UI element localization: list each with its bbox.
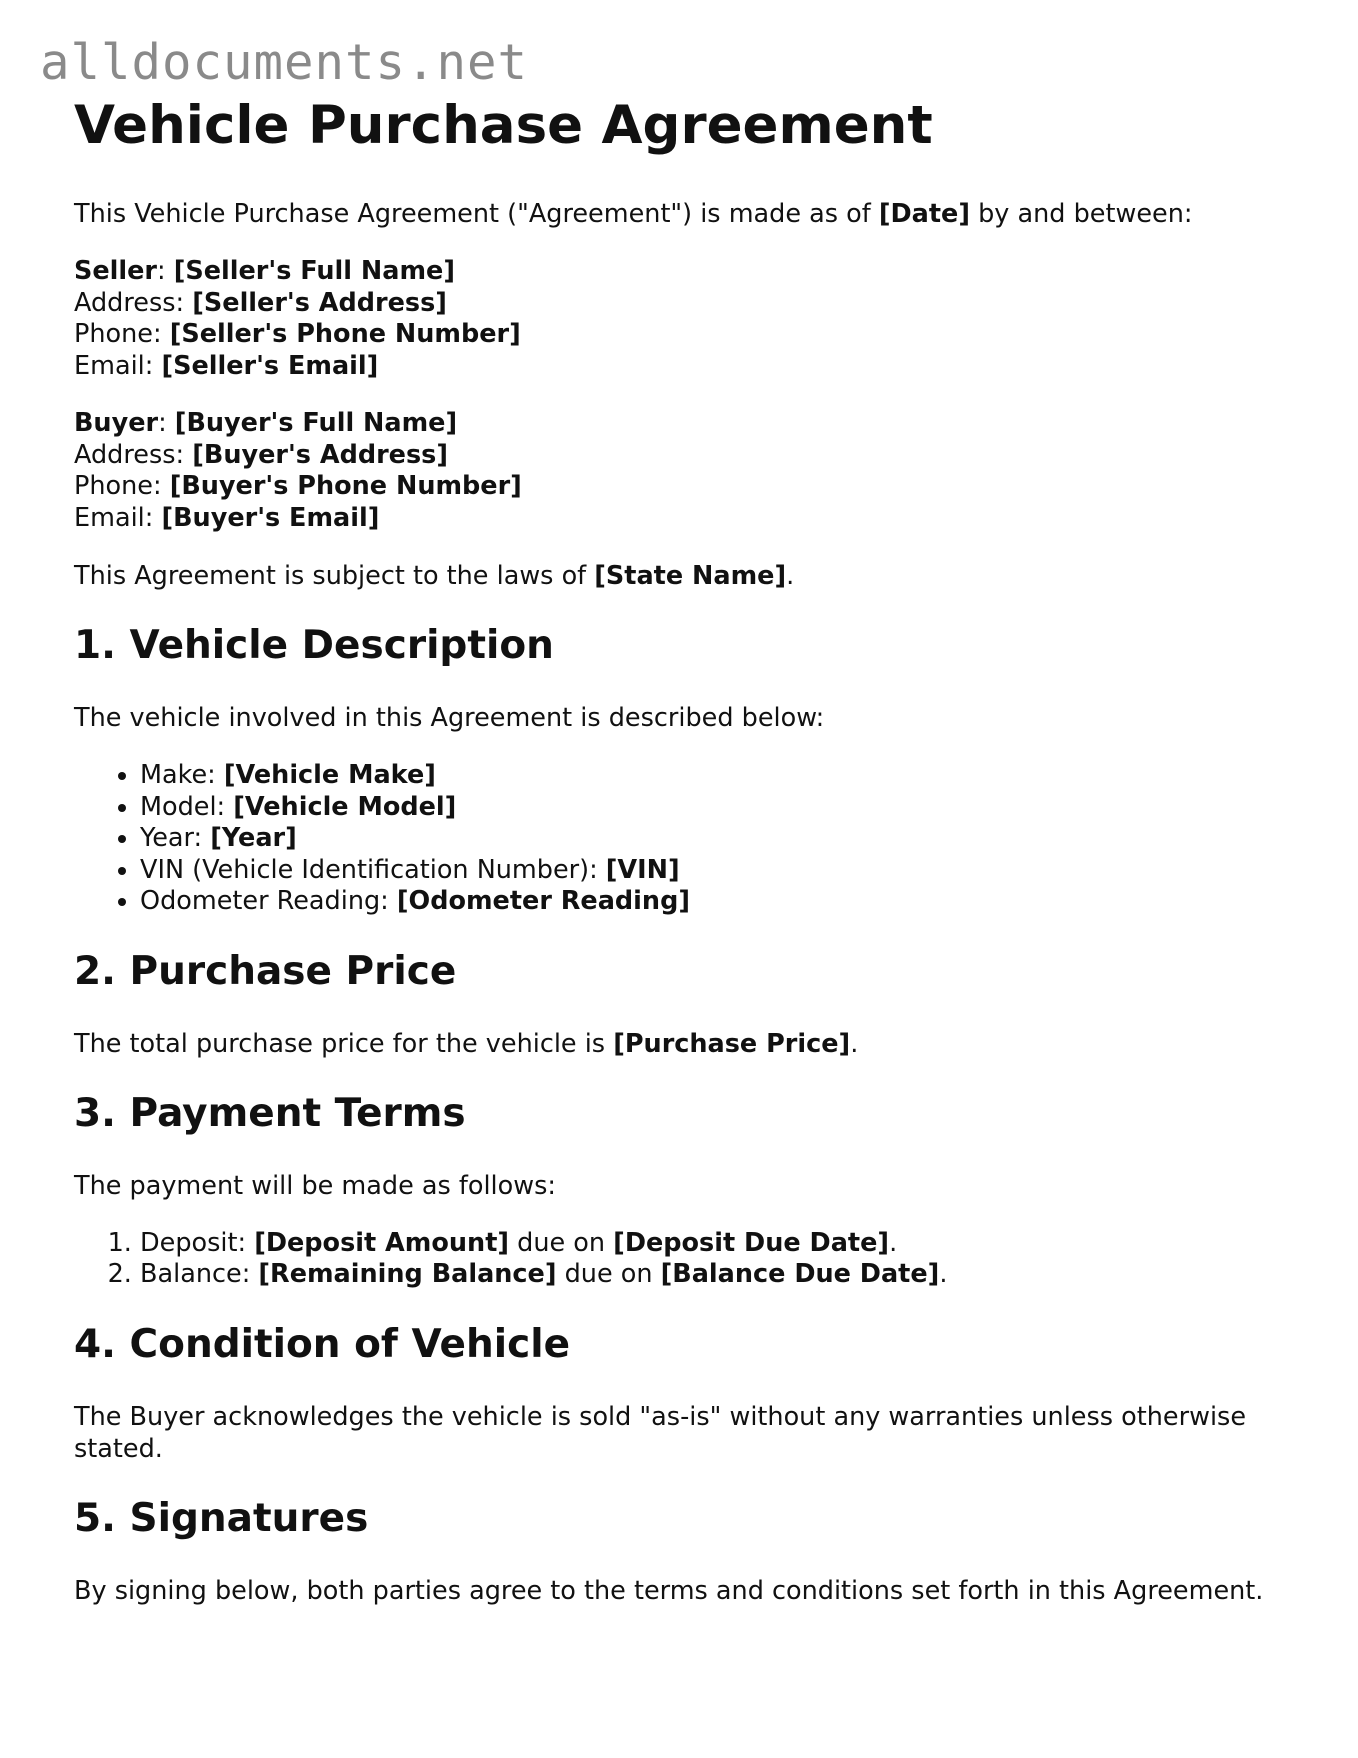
condition-text: The Buyer acknowledges the vehicle is sold "as-is" without any warranties unless otherwise stated. xyxy=(74,1401,1247,1464)
governing-law xyxy=(74,560,1274,592)
price-prefix: The total purchase price for the vehicle is xyxy=(74,1028,614,1059)
list-item xyxy=(140,1228,1274,1260)
item-label: Model: xyxy=(140,791,234,822)
seller-label: Seller xyxy=(74,256,158,286)
seller-name: [Seller's Full Name] xyxy=(173,256,455,286)
buyer-address-label: Address: xyxy=(74,439,193,470)
section-heading-vehicle-description: 1. Vehicle Description xyxy=(74,623,554,668)
seller-block: Seller: [Seller's Full Name] Address: [Seller's Address] Phone: [Seller's Phone Number] Email: [Seller's Email] xyxy=(74,256,521,381)
deposit-amount: [Deposit Amount] xyxy=(254,1227,510,1258)
intro-paragraph xyxy=(74,198,1274,230)
item-label: Year: xyxy=(140,823,211,853)
seller-phone: [Seller's Phone Number] xyxy=(169,319,521,349)
seller-email-label: Email: xyxy=(74,350,162,381)
payment-terms-list xyxy=(74,1228,1274,1291)
buyer-email: [Buyer's Email] xyxy=(161,502,380,533)
section-heading-purchase-price: 2. Purchase Price xyxy=(74,948,457,994)
document-title: Vehicle Purchase Agreement xyxy=(74,95,933,156)
buyer-email-label: Email: xyxy=(74,502,162,533)
price-suffix: . xyxy=(850,1028,859,1059)
buyer-label: Buyer xyxy=(74,408,159,438)
watermark: alldocuments.net xyxy=(40,34,529,91)
list-item xyxy=(140,823,1274,855)
seller-phone-label: Phone: xyxy=(74,319,170,349)
item-label: Balance: xyxy=(140,1259,259,1289)
item-value: [Year] xyxy=(210,823,297,853)
deposit-due-date: [Deposit Due Date] xyxy=(613,1227,890,1258)
buyer-phone-label: Phone: xyxy=(74,471,170,501)
state-name: [State Name] xyxy=(594,561,787,591)
law-prefix: This Agreement is subject to the laws of xyxy=(74,561,595,591)
payment-terms-text: The payment will be made as follows: xyxy=(74,1170,556,1201)
agreement-date: [Date] xyxy=(878,199,971,229)
remaining-balance: [Remaining Balance] xyxy=(258,1259,557,1289)
intro-prefix: This Vehicle Purchase Agreement ("Agreement") is made as of xyxy=(74,199,879,229)
law-suffix: . xyxy=(786,561,795,591)
item-value: [Vehicle Make] xyxy=(223,760,436,790)
vehicle-details-list xyxy=(74,760,1274,918)
purchase-price-text xyxy=(74,1028,1274,1060)
purchase-price: [Purchase Price] xyxy=(613,1028,851,1059)
balance-due-date: [Balance Due Date] xyxy=(660,1259,940,1289)
buyer-name: [Buyer's Full Name] xyxy=(174,408,458,438)
item-label: Make: xyxy=(140,760,224,790)
item-end: . xyxy=(889,1227,898,1258)
vehicle-description-text: The vehicle involved in this Agreement is described below: xyxy=(74,703,825,733)
item-connector: due on xyxy=(509,1227,614,1258)
buyer-block: Buyer: [Buyer's Full Name] Address: [Buyer's Address] Phone: [Buyer's Phone Number] Email: [Buyer's Email] xyxy=(74,408,522,533)
item-connector: due on xyxy=(556,1259,661,1289)
seller-address: [Seller's Address] xyxy=(192,287,447,318)
seller-email: [Seller's Email] xyxy=(161,350,379,381)
item-value: [Vehicle Model] xyxy=(233,791,457,822)
intro-suffix: by and between: xyxy=(970,199,1193,229)
section-heading-condition: 4. Condition of Vehicle xyxy=(74,1321,571,1367)
signatures-text: By signing below, both parties agree to the terms and conditions set forth in this Agreement. xyxy=(74,1575,1264,1606)
seller-address-label: Address: xyxy=(74,287,193,318)
item-end: . xyxy=(939,1259,948,1289)
list-item xyxy=(140,886,1274,918)
document xyxy=(74,92,1274,1633)
item-value: [Odometer Reading] xyxy=(396,886,690,916)
item-label: VIN (Vehicle Identification Number): xyxy=(140,854,606,885)
list-item xyxy=(140,1259,1274,1291)
buyer-phone: [Buyer's Phone Number] xyxy=(169,471,522,501)
item-label: Deposit: xyxy=(140,1227,255,1258)
section-heading-payment-terms: 3. Payment Terms xyxy=(74,1090,466,1136)
buyer-address: [Buyer's Address] xyxy=(192,439,448,470)
list-item xyxy=(140,792,1274,824)
item-label: Odometer Reading: xyxy=(140,886,397,916)
list-item xyxy=(140,760,1274,792)
item-value: [VIN] xyxy=(605,854,680,885)
list-item xyxy=(140,855,1274,887)
section-heading-signatures: 5. Signatures xyxy=(74,1495,369,1541)
